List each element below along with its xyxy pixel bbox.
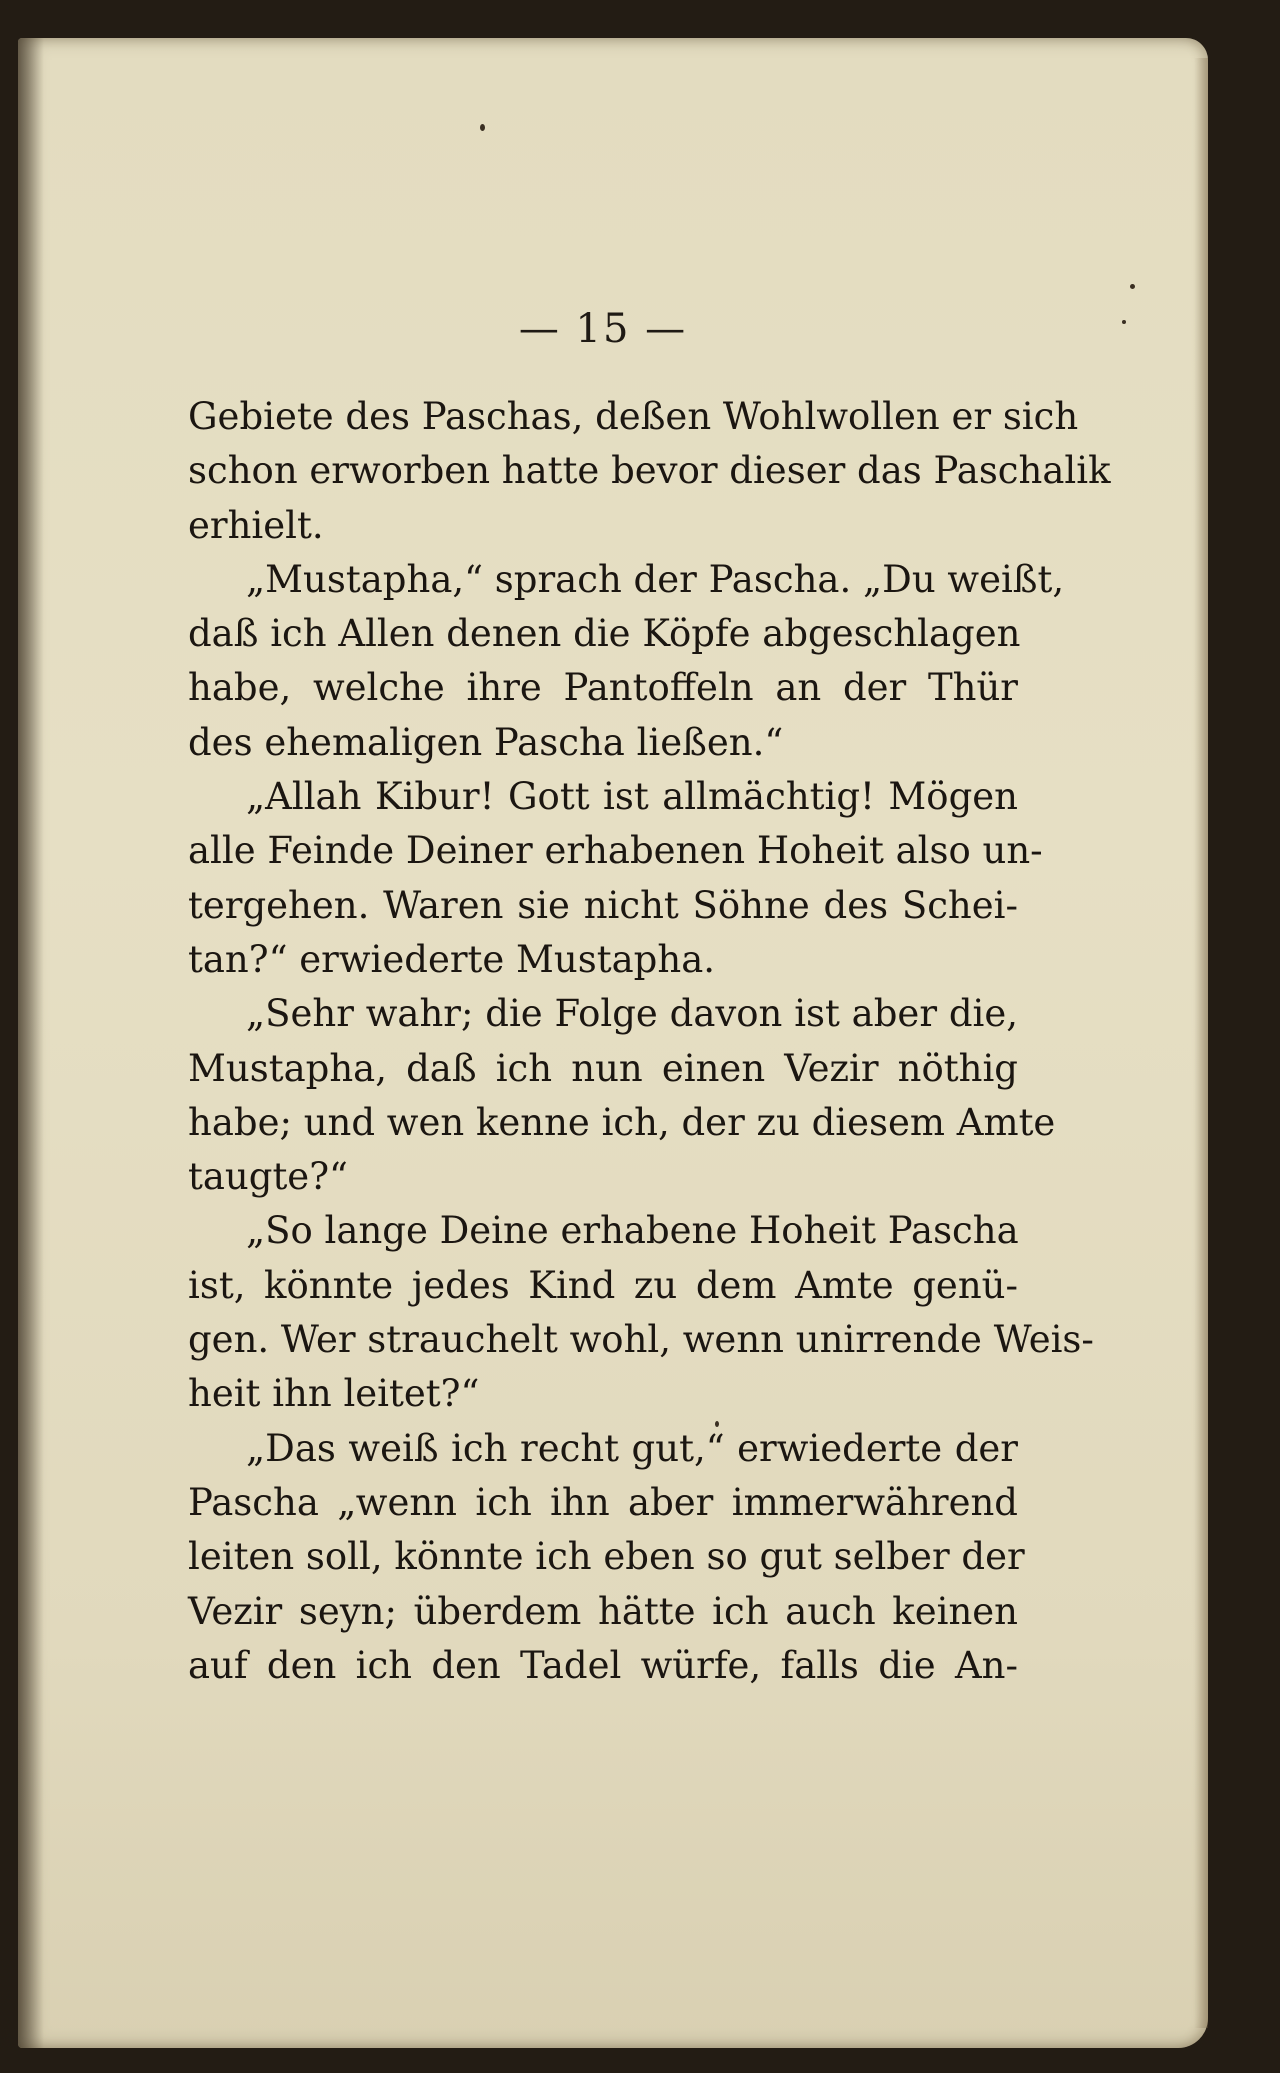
text-line: ist, könnte jedes Kind zu dem Amte genü-	[188, 1263, 1018, 1307]
text-line: Pascha „wenn ich ihn aber immerwährend	[188, 1480, 1018, 1524]
text-line: tergehen. Waren sie nicht Söhne des Schei-	[188, 883, 1018, 927]
text-line: tan?“ erwiederte Mustapha.	[188, 937, 716, 981]
text-line: des ehemaligen Pascha ließen.“	[188, 720, 784, 764]
text-line: „Mustapha,“ sprach der Pascha. „Du weißt,	[246, 557, 1065, 601]
text-line: „Sehr wahr; die Folge davon ist aber die,	[246, 992, 1018, 1036]
text-line: schon erworben hatte bevor dieser das Paschalik	[188, 449, 1111, 493]
page-edge	[1194, 58, 1208, 2028]
paper-speck	[480, 124, 485, 131]
text-line: auf den ich den Tadel würfe, falls die An-	[188, 1643, 1018, 1687]
body-text	[188, 390, 1111, 1693]
text-line: gen. Wer strauchelt wohl, wenn unirrende Weis-	[188, 1318, 1094, 1362]
text-line: „So lange Deine erhabene Hoheit Pascha	[246, 1209, 1019, 1253]
page-number: — 15 —	[518, 306, 688, 352]
text-line: Gebiete des Paschas, deßen Wohlwollen er sich	[188, 395, 1079, 438]
text-line: alle Feinde Deiner erhabenen Hoheit also un-	[188, 829, 1043, 873]
text-line: Mustapha, daß ich nun einen Vezir nöthig	[188, 1046, 1018, 1090]
text-line: habe; und wen kenne ich, der zu diesem Amte	[188, 1100, 1056, 1144]
text-line: daß ich Allen denen die Köpfe abgeschlagen	[188, 612, 1021, 656]
text-line: „Allah Kibur! Gott ist allmächtig! Mögen	[246, 775, 1018, 819]
text-line: „Das weiß ich recht gut,“ erwiederte der	[246, 1426, 1018, 1470]
text-line: Vezir seyn; überdem hätte ich auch keinen	[188, 1589, 1018, 1633]
book-page	[18, 38, 1208, 2048]
paper-speck	[1130, 284, 1135, 289]
text-line: taugte?“	[188, 1155, 348, 1199]
paper-speck	[715, 1421, 719, 1427]
text-line: heit ihn leitet?“	[188, 1372, 480, 1416]
paper-speck	[1122, 320, 1126, 324]
text-line: leiten soll, könnte ich eben so gut selber der	[188, 1535, 1025, 1579]
text-line: erhielt.	[188, 503, 324, 547]
text-line: habe, welche ihre Pantoffeln an der Thür	[188, 666, 1018, 710]
